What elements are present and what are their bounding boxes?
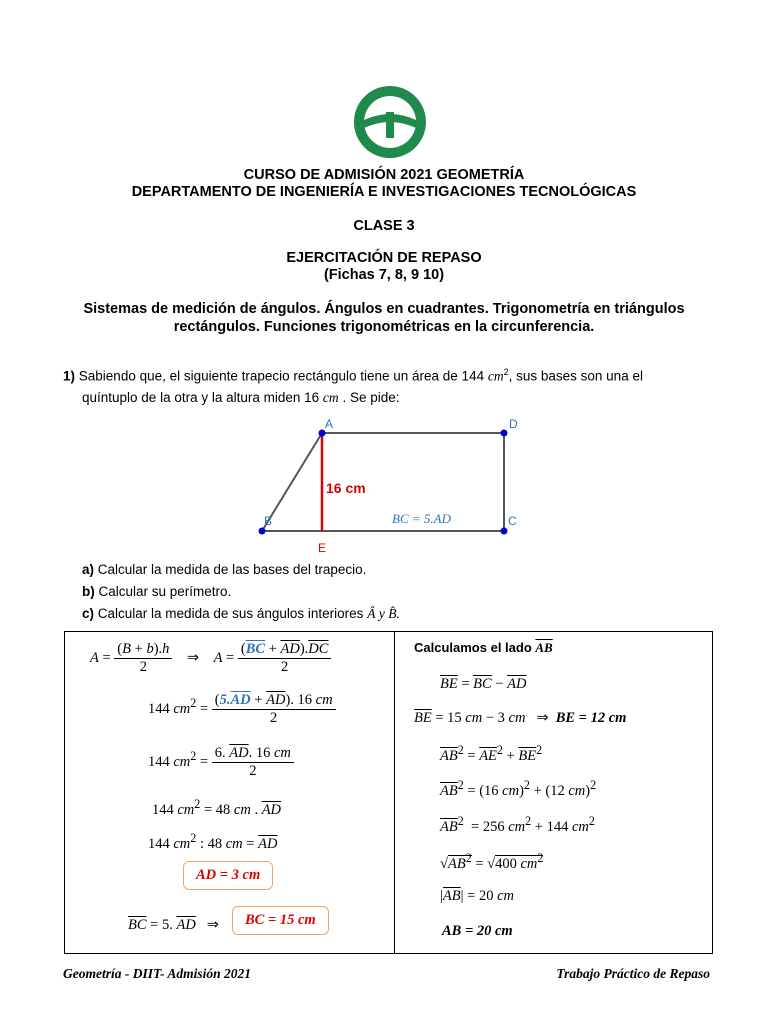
square-root: $√AB^2 = √400$ $cm^2$	[440, 851, 544, 872]
abs-value: $|\overline{AB}| = 20$ cm	[440, 888, 515, 904]
exercise-1-line-1: 1) Sabiendo que, el siguiente trapecio rectángulo tiene un área de 144 $cm^2$, sus bases son una el	[63, 367, 643, 384]
label-e: E	[318, 541, 327, 555]
fichas-label: (Fichas 7, 8, 9 10)	[323, 267, 445, 283]
question-a: a) Calcular la medida de las bases del trapecio.	[82, 562, 367, 577]
trapezoid-figure	[250, 412, 530, 562]
course-title: CURSO DE ADMISIÓN 2021 GEOMETRÍA	[243, 167, 525, 183]
question-c: c) Calcular la medida de sus ángulos interiores Â y B̂.	[82, 606, 400, 621]
university-logo	[348, 82, 432, 162]
pythagoras-substitution: $\overline{AB}^2 = (16$ cm)$^2$ + (12 cm)$^2$	[440, 778, 597, 799]
point-c	[501, 528, 508, 535]
area-formula: A = $\frac{(B + b).h}{2}$ ⇒ A = $\frac{(\overline{BC} + \overline{AD}).\overline{DC}}{2}$	[90, 641, 331, 676]
ad-result: AD = 3 cm	[183, 861, 273, 890]
exercise-1-line-2: quíntuplo de la otra y la altura miden 16 cm . Se pide:	[82, 390, 400, 405]
bc-formula: $\overline{BC} = 5$. $\overline{AD}$ ⇒	[128, 917, 219, 933]
ab-title: Calculamos el lado $\overline{AB}$	[414, 640, 553, 655]
solution-box	[64, 631, 713, 954]
exercise-title: EJERCITACIÓN DE REPASO	[286, 250, 482, 266]
be-substitution: $\overline{BE} = 15$ cm − 3 cm ⇒ BE = 12 cm	[414, 710, 627, 726]
topics-line-1: Sistemas de medición de ángulos. Ángulos en cuadrantes. Trigonometría en triángulos	[83, 301, 685, 317]
solution-divider	[394, 631, 395, 953]
topics-line-2: rectángulos. Funciones trigonométricas en la circunferencia.	[173, 319, 595, 335]
ab-result: AB = 20 cm	[442, 923, 513, 939]
pythagoras: $\overline{AB}^2 = \overline{AE}^2 + \overline{BE}^2$	[440, 743, 543, 764]
relation-label: BC = 5.AD	[392, 511, 451, 526]
class-title: CLASE 3	[353, 218, 415, 234]
bc-result: BC = 15 cm	[232, 906, 329, 935]
footer-right: Trabajo Práctico de Repaso	[556, 966, 710, 981]
label-b: B	[264, 514, 273, 528]
area-substitution-2: 144 $cm^2$ = $\frac{6. \overline{AD}. 16 cm}{2}$	[148, 745, 294, 780]
area-substitution-4: 144 $cm^2$ : 48 cm = $\overline{AD}$	[148, 831, 278, 852]
area-substitution-3: 144 $cm^2 = 48$ cm . $\overline{AD}$	[152, 797, 282, 818]
department-title: DEPARTAMENTO DE INGENIERÍA E INVESTIGACIONES TECNOLÓGICAS	[131, 184, 637, 200]
question-b: b) Calcular su perímetro.	[82, 584, 232, 599]
point-b	[259, 528, 266, 535]
label-a: A	[325, 417, 334, 431]
pythagoras-sum: $\overline{AB}^2 = 256$ $cm^2 + 144$ $cm^2$	[440, 814, 595, 835]
label-d: D	[509, 417, 518, 431]
label-c: C	[508, 514, 517, 528]
be-formula: $\overline{BE} = \overline{BC} - \overline{AD}$	[440, 676, 527, 692]
height-label: 16 cm	[326, 480, 366, 496]
point-d	[501, 430, 508, 437]
area-substitution-1: 144 $cm^2$ = $\frac{(5.\overline{AD} + \overline{AD}). 16 cm}{2}$	[148, 692, 336, 727]
footer-left: Geometría - DIIT- Admisión 2021	[63, 966, 252, 981]
